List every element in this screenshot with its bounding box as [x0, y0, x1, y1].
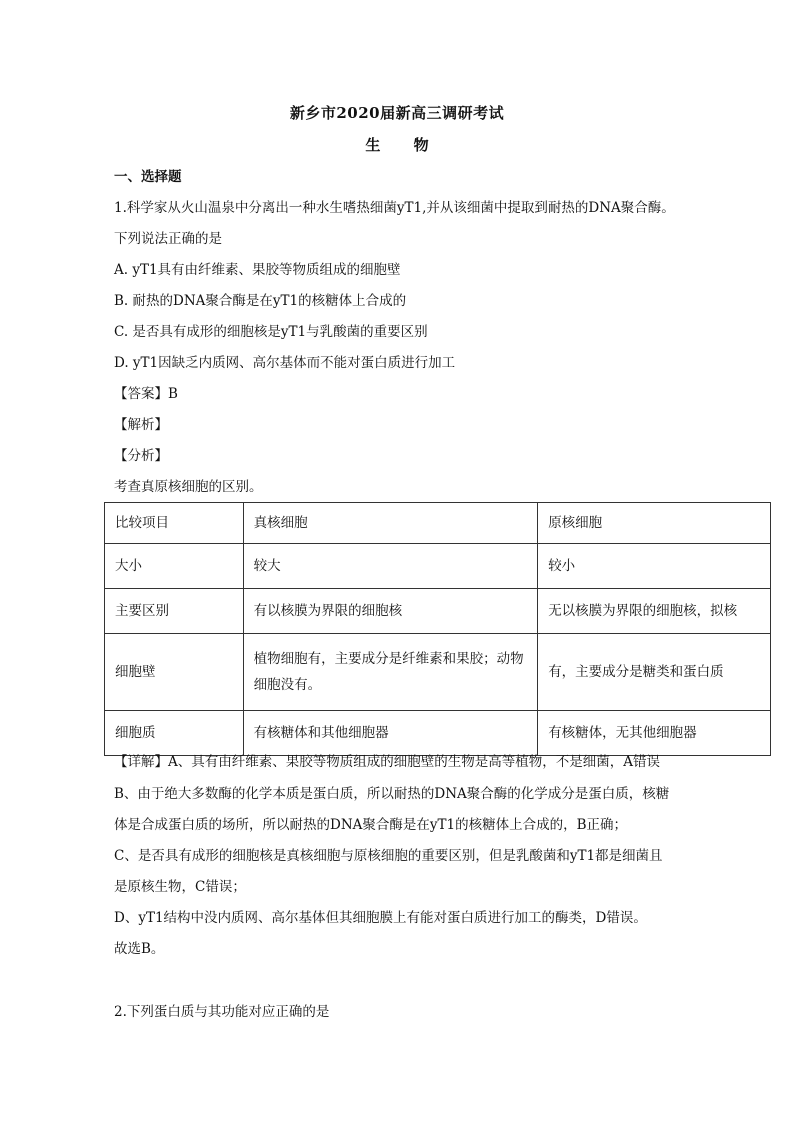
analysis-label: 【分析】	[114, 448, 168, 464]
detail-line: 故选B。	[114, 941, 165, 957]
detail-line: 是原核生物，C错误；	[114, 879, 246, 895]
question-2-stem: 2.下列蛋白质与其功能对应正确的是	[114, 1004, 330, 1020]
question-1-option-c: C. 是否具有成形的细胞核是yT1与乳酸菌的重要区别	[114, 324, 428, 340]
table-cell: 大小	[105, 544, 244, 589]
question-1-stem: 1.科学家从火山温泉中分离出一种水生嗜热细菌yT1,并从该细菌中提取到耐热的DNA聚合酶。	[114, 200, 675, 216]
table-header-cell: 真核细胞	[243, 503, 538, 544]
table-row	[105, 589, 771, 634]
table-header-row	[105, 503, 771, 544]
table-cell: 植物细胞有，主要成分是纤维素和果胶；动物细胞没有。	[243, 634, 538, 711]
question-1-option-d: D. yT1因缺乏内质网、高尔基体而不能对蛋白质进行加工	[114, 355, 456, 371]
table-cell: 有，主要成分是糖类和蛋白质	[538, 634, 771, 711]
table-header-cell: 原核细胞	[538, 503, 771, 544]
question-1-option-a: A. yT1具有由纤维素、果胶等物质组成的细胞壁	[114, 262, 401, 278]
subject-title: 生 物	[365, 136, 443, 154]
table-header-cell: 比较项目	[105, 503, 244, 544]
table-cell: 细胞质	[105, 711, 244, 756]
section-heading: 一、选择题	[114, 169, 182, 185]
table-row	[105, 711, 771, 756]
explanation-label: 【解析】	[114, 417, 168, 433]
question-1-option-b: B. 耐热的DNA聚合酶是在yT1的核糖体上合成的	[114, 293, 407, 309]
table-cell: 无以核膜为界限的细胞核，拟核	[538, 589, 771, 634]
table-cell: 细胞壁	[105, 634, 244, 711]
detail-line: B、由于绝大多数酶的化学本质是蛋白质，所以耐热的DNA聚合酶的化学成分是蛋白质，核糖	[114, 786, 670, 802]
table-cell: 较小	[538, 544, 771, 589]
analysis-text: 考查真原核细胞的区别。	[114, 479, 263, 495]
table-cell: 有核糖体和其他细胞器	[243, 711, 538, 756]
comparison-table	[104, 502, 771, 756]
question-1-stem-cont: 下列说法正确的是	[114, 231, 222, 247]
table-row	[105, 634, 771, 711]
table-cell: 有核糖体，无其他细胞器	[538, 711, 771, 756]
detail-line: 体是合成蛋白质的场所，所以耐热的DNA聚合酶是在yT1的核糖体上合成的，B正确；	[114, 817, 628, 833]
detail-line: 【详解】A、具有由纤维素、果胶等物质组成的细胞壁的生物是高等植物，不是细菌，A错误	[114, 754, 660, 770]
table-cell: 较大	[243, 544, 538, 589]
table-cell: 有以核膜为界限的细胞核	[243, 589, 538, 634]
detail-line: C、是否具有成形的细胞核是真核细胞与原核细胞的重要区别，但是乳酸菌和yT1都是细菌且	[114, 848, 663, 864]
detail-line: D、yT1结构中没内质网、高尔基体但其细胞膜上有能对蛋白质进行加工的酶类，D错误。	[114, 910, 647, 926]
table-cell: 主要区别	[105, 589, 244, 634]
answer-label: 【答案】B	[114, 386, 178, 402]
table-row	[105, 544, 771, 589]
exam-title: 新乡市2020届新高三调研考试	[289, 104, 505, 122]
